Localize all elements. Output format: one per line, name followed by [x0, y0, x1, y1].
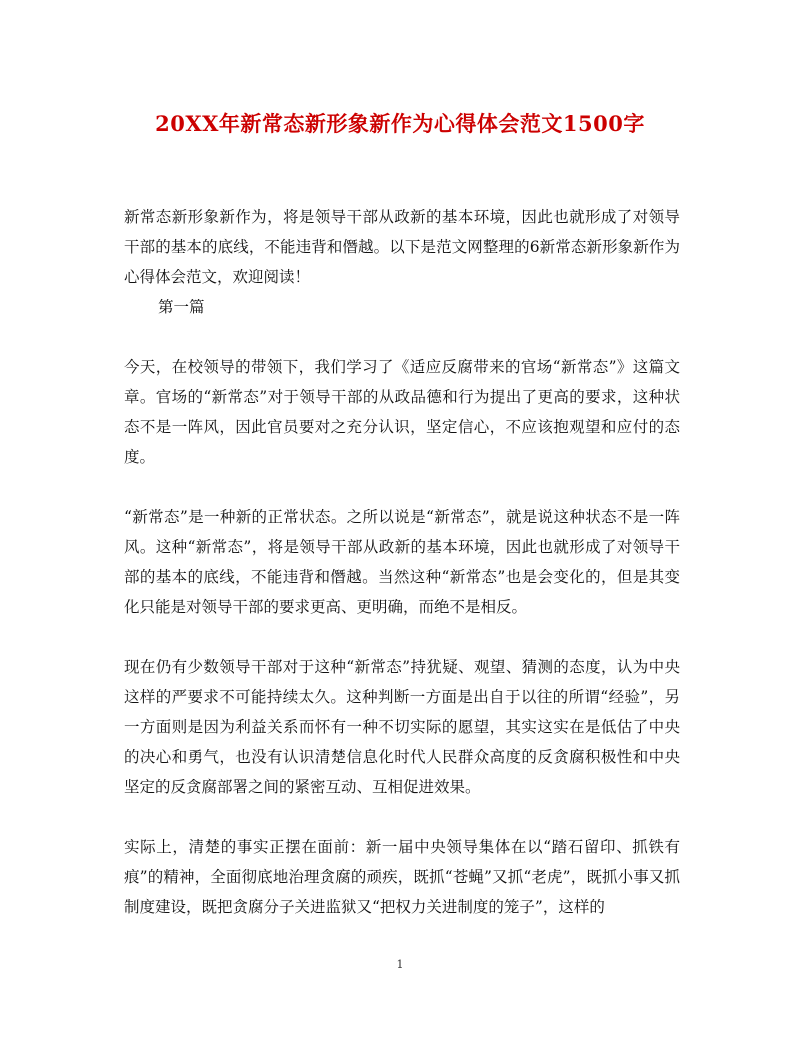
body-paragraph-2: “新常态”是一种新的正常状态。之所以说是“新常态”，就是说这种状态不是一阵风。这种“新常态”，将是领导干部从政新的基本环境，因此也就形成了对领导干部的基本的底线，不能违背和僭越。当然这种“新常态”也是会变化的，但是其变化只能是对领导干部的要求更高、更明确，而绝不是相反。: [124, 508, 680, 616]
section-heading: 第一篇: [158, 298, 205, 316]
page-number: 1: [396, 958, 404, 971]
document-body: [124, 202, 680, 922]
intro-paragraph: 新常态新形象新作为，将是领导干部从政新的基本环境，因此也就形成了对领导干部的基本的底线，不能违背和僭越。以下是范文网整理的6新常态新形象新作为心得体会范文，欢迎阅读！: [124, 208, 680, 286]
document-title: 20XX年新常态新形象新作为心得体会范文1500字: [155, 111, 645, 136]
body-paragraph-4: 实际上，清楚的事实正摆在面前：新一届中央领导集体在以“踏石留印、抓铁有痕”的精神，全面彻底地治理贪腐的顽疾，既抓“苍蝇”又抓“老虎”，既抓小事又抓制度建设，既把贪腐分子关进监狱又“把权力关进制度的笼子”，这样的: [124, 838, 680, 916]
body-paragraph-3: 现在仍有少数领导干部对于这种“新常态”持犹疑、观望、猜测的态度，认为中央这样的严要求不可能持续太久。这种判断一方面是出自于以往的所谓“经验”，另一方面则是因为利益关系而怀有一种不切实际的愿望，其实这实在是低估了中央的决心和勇气，也没有认识清楚信息化时代人民群众高度的反贪腐积极性和中央坚定的反贪腐部署之间的紧密互动、互相促进效果。: [124, 658, 680, 796]
body-paragraph-1: 今天，在校领导的带领下，我们学习了《适应反腐带来的官场“新常态”》这篇文章。官场的“新常态”对于领导干部的从政品德和行为提出了更高的要求，这种状态不是一阵风，因此官员要对之充分认识，坚定信心，不应该抱观望和应付的态度。: [124, 358, 680, 466]
